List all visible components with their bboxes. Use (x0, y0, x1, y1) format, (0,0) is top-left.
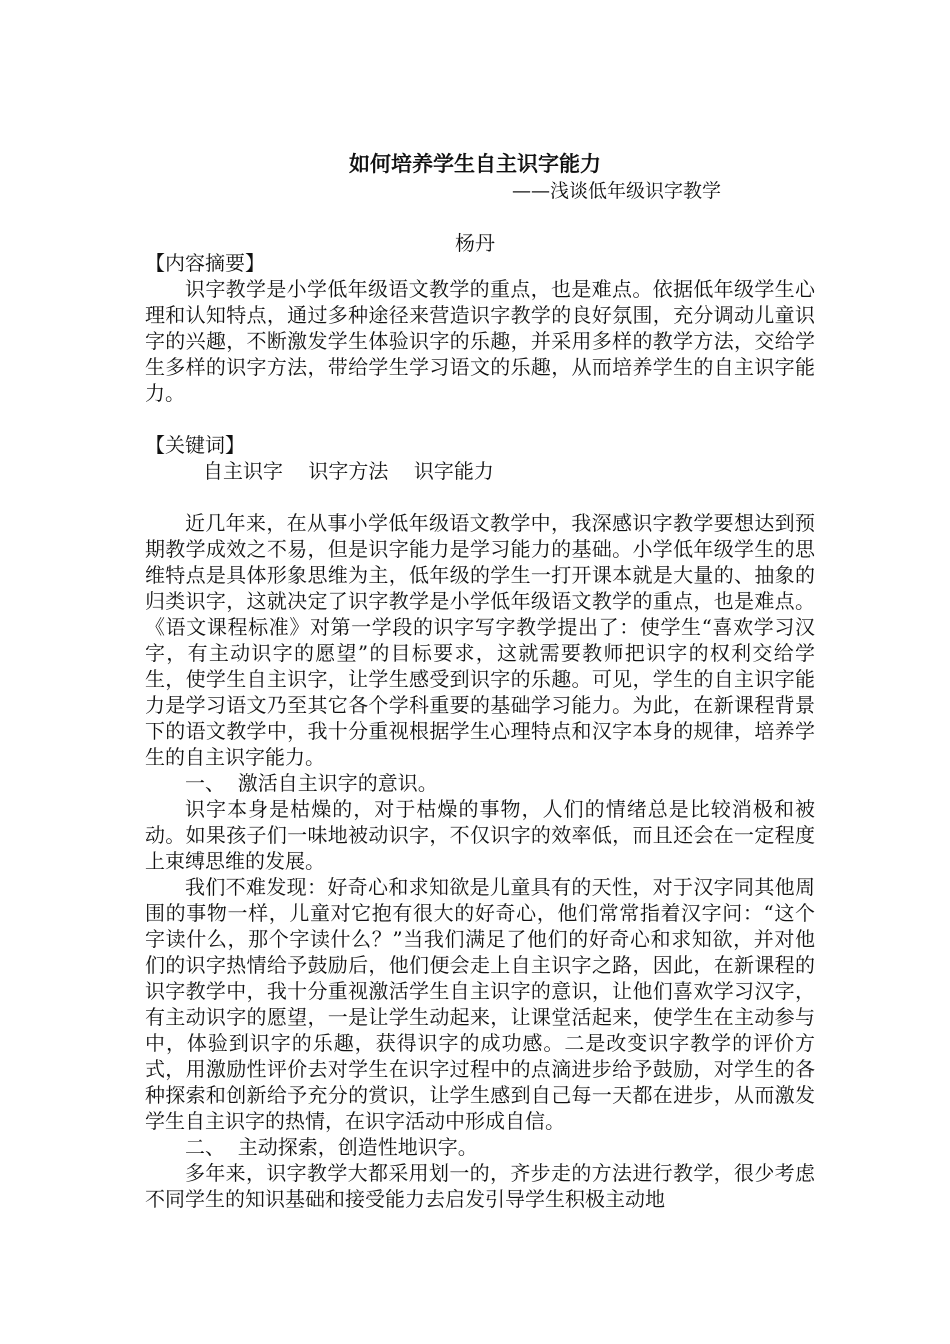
keywords-label: 【关键词】 (145, 433, 245, 457)
section1-paragraph: 我们不难发现：好奇心和求知欲是儿童具有的天性，对于汉字同其他周围的事物一样，儿童对它抱有很大的好奇心，他们常常指着汉字问：“这个字读什么，那个字读什么？”当我们满足了他们的好奇心和求知欲，并对他们的识字热情给予鼓励后，他们便会走上自主识字之路，因此，在新课程的识字教学中，我十分重视激活学生自主识字的意识，让他们喜欢学习汉字，有主动识字的愿望，一是让学生动起来，让课堂活起来，使学生在主动参与中，体验到识字的乐趣，获得识字的成功感。二是改变识字教学的评价方式，用激励性评价去对学生在识字过程中的点滴进步给予鼓励，对学生的各种探索和创新给予充分的赏识，让学生感到自己每一天都在进步，从而激发学生自主识字的热情，在识字活动中形成自信。 (145, 875, 815, 1133)
document-body (145, 250, 815, 1212)
section-heading-1: 一、 激活自主识字的意识。 (185, 771, 438, 795)
section2-paragraph: 多年来，识字教学大都采用划一的，齐步走的方法进行教学，很少考虑不同学生的知识基础和接受能力去启发引导学生积极主动地 (145, 1161, 815, 1211)
abstract-paragraph: 识字教学是小学低年级语文教学的重点，也是难点。依据低年级学生心理和认知特点，通过多种途径来营造识字教学的良好氛围，充分调动儿童识字的兴趣，不断激发学生体验识字的乐趣，并采用多样的教学方法，交给学生多样的识字方法，带给学生学习语文的乐趣，从而培养学生的自主识字能力。 (145, 277, 815, 405)
section-heading-2: 二、 主动探索，创造性地识字。 (185, 1135, 478, 1159)
intro-paragraph: 近几年来，在从事小学低年级语文教学中，我深感识字教学要想达到预期教学成效之不易，但是识字能力是学习能力的基础。小学低年级学生的思维特点是具体形象思维为主，低年级的学生一打开课本就是大量的、抽象的归类识字，这就决定了识字教学是小学低年级语文教学的重点，也是难点。《语文课程标准》对第一学段的识字写字教学提出了：使学生“喜欢学习汉字，有主动识字的愿望”的目标要求，这就需要教师把识字的权利交给学生，使学生自主识字，让学生感受到识字的乐趣。可见，学生的自主识字能力是学习语文乃至其它各个学科重要的基础学习能力。为此，在新课程背景下的语文教学中，我十分重视根据学生心理特点和汉字本身的规律，培养学生的自主识字能力。 (145, 511, 815, 769)
spacer (145, 406, 815, 432)
document-title: 如何培养学生自主识字能力 (349, 151, 601, 176)
abstract-label: 【内容摘要】 (145, 251, 265, 275)
section1-paragraph: 识字本身是枯燥的，对于枯燥的事物，人们的情绪总是比较消极和被动。如果孩子们一味地被动识字，不仅识字的效率低，而且还会在一定程度上束缚思维的发展。 (145, 797, 815, 873)
document-subtitle: ——浅谈低年级识字教学 (512, 180, 722, 202)
document-author: 杨丹 (455, 231, 495, 255)
spacer (145, 484, 815, 510)
keywords-line: 自主识字 识字方法 识字能力 (203, 459, 494, 483)
